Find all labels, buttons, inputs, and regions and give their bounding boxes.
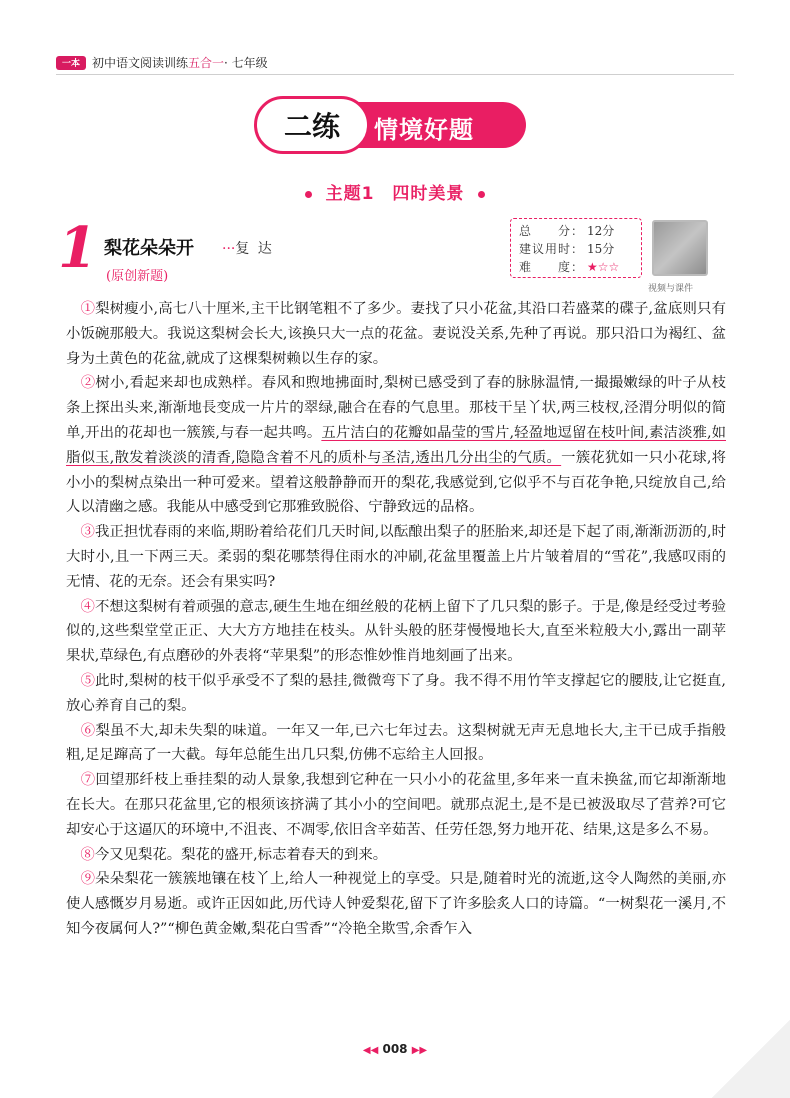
- info-total: [519, 222, 633, 240]
- paragraph: [66, 371, 726, 520]
- paragraph-text: 此时,梨树的枝干似乎承受不了梨的悬挂,微微弯下了身。我不得不用竹竿支撑起它的腰肢,让它挺直,放心养育自己的梨。: [66, 672, 726, 714]
- paragraph: [66, 768, 726, 842]
- paragraph: [66, 520, 726, 594]
- book-title-prefix: 初中语文阅读训练: [92, 56, 189, 70]
- author-name: 复 达: [235, 241, 274, 257]
- info-total-label: 总 分：: [519, 224, 585, 238]
- chevron-left-icon: ◀◀: [362, 1045, 379, 1056]
- paragraph-text: 梨虽不大,却未失梨的味道。一年又一年,已六七年过去。这梨树就无声无息地长大,主干已成手指般粗,足足蹿高了一大截。每年总能生出几只梨,仿佛不忘给主人回报。: [66, 722, 726, 764]
- paragraph-text: 今又见梨花。梨花的盛开,标志着春天的到来。: [94, 846, 388, 863]
- paragraph: [66, 867, 726, 941]
- paragraph-number: ②: [80, 375, 96, 392]
- paragraph: [66, 297, 726, 371]
- article-tag: (原创新题): [106, 269, 169, 284]
- book-title-highlight: 五合一: [188, 56, 225, 70]
- paragraph-number: ⑨: [80, 871, 96, 888]
- paragraph: [66, 595, 726, 669]
- book-title: [92, 54, 268, 71]
- brand-logo: 一本: [56, 56, 86, 70]
- paragraph-text: 朵朵梨花一簇簇地镶在枝丫上,给人一种视觉上的享受。只是,随着时光的流逝,这令人陶然的美丽,亦使人感慨岁月易逝。或许正因如此,历代诗人钟爱梨花,留下了许多脍炙人口的诗篇。“一树梨花一溪月,不知今夜属何人?”“柳色黄金嫩,梨花白雪香”“冷艳全欺雪,余香乍入: [66, 871, 726, 937]
- theme-heading: [0, 179, 790, 204]
- page-number: [0, 1042, 790, 1056]
- dot-icon: [478, 191, 485, 198]
- qr-caption: 视频与课件: [648, 284, 694, 294]
- header-divider: [56, 74, 734, 75]
- paragraph-number: ③: [80, 524, 95, 541]
- info-box: [510, 218, 642, 278]
- info-time-value: 15分: [587, 242, 615, 256]
- star-icon: ★☆☆: [587, 260, 620, 274]
- page-curl: [710, 1020, 790, 1098]
- section-badge: [254, 96, 526, 154]
- section-circle: 二练: [254, 96, 370, 154]
- paragraph-text: 树小,看起来却也成熟样。春风和煦地拂面时,梨树已感受到了春的脉脉温情,一撮撮嫩绿的叶子从枝条上探出头来,渐渐地長变成一片片的翠绿,融合在春的气息里。那枝干呈丫状,两三枝杈,泾渭分明似的简单,开出的花却也一簇簇,与春一起共鸣。: [66, 375, 726, 441]
- article-author: [222, 238, 274, 258]
- paragraph: [66, 669, 726, 719]
- section-pill-text: 情境好题: [374, 116, 474, 144]
- paragraph-text: 一簇花犹如一只小花球,将小小的梨树点染出一种可爱来。望着这般静静而开的梨花,我感觉到,它似乎不与百花争艳,只绽放自己,给人以清幽之感。我能从中感受到它那雅致脱俗、宁静致远的品格。: [66, 449, 727, 516]
- paragraph: [66, 843, 726, 868]
- paragraph-text: 梨树瘦小,高七八十厘米,主干比钢笔粗不了多少。妻找了只小花盆,其沿口若盛菜的碟子,盆底则只有小饭碗那般大。我说这梨树会长大,该换只大一点的花盆。妻说没关系,先种了再说。那只沿口为褐红、盆身为土黄色的花盆,就成了这棵梨树赖以生存的家。: [66, 301, 726, 367]
- top-header: [56, 54, 268, 71]
- paragraph-number: ⑧: [80, 846, 95, 863]
- paragraph-number: ⑦: [80, 772, 96, 789]
- dot-icon: [305, 191, 312, 198]
- info-total-value: 12分: [587, 224, 615, 238]
- page-number-value: 008: [382, 1042, 408, 1056]
- paragraph: [66, 719, 726, 769]
- paragraph-text: 不想这梨树有着顽强的意志,硬生生地在细丝般的花柄上留下了几只梨的影子。于是,像是经受过考验似的,这些梨堂堂正正、大大方方地挂在枝头。从针头般的胚芽慢慢地长大,直至米粒般大小,露出一副苹果状,草绿色,有点磨砂的外表将“苹果梨”的形态惟妙惟肖地刻画了出来。: [66, 598, 726, 665]
- paragraph-text: 回望那纤枝上垂挂梨的动人景象,我想到它种在一只小小的花盆里,多年来一直未换盆,而它却渐渐地在长大。在那只花盆里,它的根须该挤满了其小小的空间吧。就那点泥土,是不是已被汲取尽了营养?可它却安心于这逼仄的环境中,不沮丧、不凋零,依旧含辛茹苦、任劳任怨,努力地开花、结果,这是多么不易。: [66, 772, 726, 838]
- paragraph-number: ①: [80, 301, 96, 317]
- info-time-label: 建议用时：: [519, 242, 585, 256]
- qr-code-icon[interactable]: [652, 220, 708, 276]
- theme-text: 主题1 四时美景: [325, 184, 465, 204]
- paragraph-text: 我正担忧春雨的来临,期盼着给花们几天时间,以酝酿出梨子的胚胎来,却还是下起了雨,渐渐沥沥的,时大时小,且一下两三天。柔弱的梨花哪禁得住雨水的冲刷,花盆里覆盖上片片皱着眉的“雪花”,我感叹雨的无情、花的无奈。还会有果实吗?: [66, 524, 726, 590]
- chevron-right-icon: ▶▶: [411, 1045, 428, 1056]
- info-difficulty-label: 难 度：: [519, 260, 585, 274]
- info-time: [519, 240, 633, 258]
- book-title-grade: · 七年级: [224, 56, 268, 70]
- paragraph-number: ⑥: [80, 722, 96, 739]
- article-title: 梨花朵朵开: [104, 238, 194, 259]
- article-number: 1: [58, 215, 97, 281]
- author-dots: ···: [222, 241, 236, 257]
- article-body: [66, 297, 726, 942]
- underlined-sentence: 五片洁白的花瓣如晶莹的雪片,轻盈地逗留在枝叶间,素洁淡雅,如脂似玉,散发着淡淡的清香,隐隐含着不凡的质朴与圣洁,透出几分出尘的气质。: [66, 424, 726, 466]
- paragraph-number: ⑤: [80, 672, 96, 689]
- info-difficulty: [519, 258, 633, 276]
- paragraph-number: ④: [80, 598, 95, 615]
